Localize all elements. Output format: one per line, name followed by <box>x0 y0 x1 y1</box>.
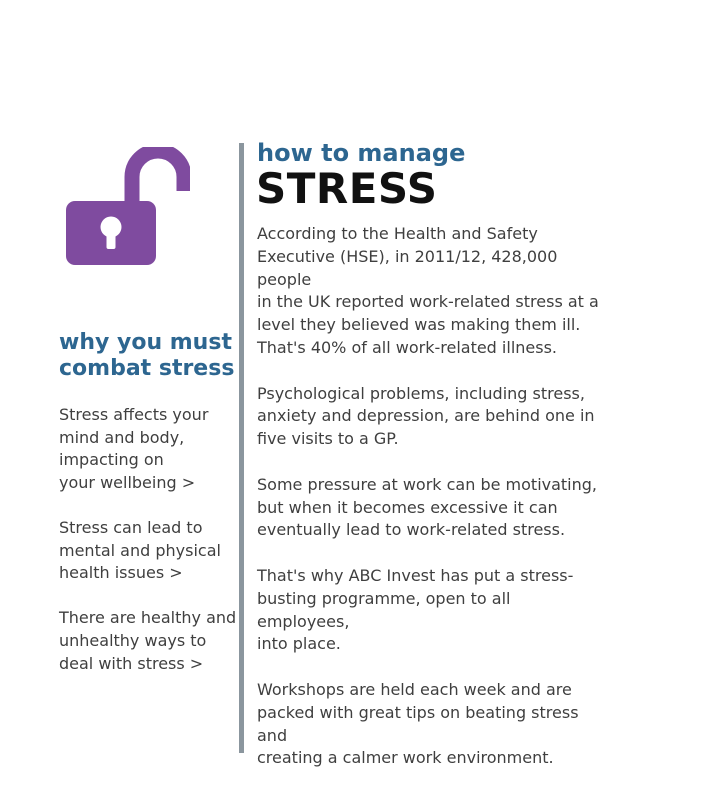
link-text-line: mental and physical <box>59 540 221 560</box>
text-line: Psychological problems, including stress, <box>257 383 585 403</box>
sidebar-link-health-issues[interactable] <box>59 517 237 585</box>
text-line: That's 40% of all work-related illness. <box>257 337 557 357</box>
text-line: into place. <box>257 634 341 654</box>
main-title: STRESS <box>256 164 438 213</box>
sidebar-heading-line: combat stress <box>59 356 235 381</box>
main-body <box>257 223 602 793</box>
link-text-line: impacting on <box>59 450 164 470</box>
text-line: That's why ABC Invest has put a stress- <box>257 565 574 585</box>
sidebar-heading <box>59 330 239 382</box>
text-line: According to the Health and Safety <box>257 224 538 243</box>
text-line: level they believed was making them ill. <box>257 315 581 335</box>
text-line: Workshops are held each week and are <box>257 679 572 699</box>
text-line: but when it becomes excessive it can <box>257 497 558 517</box>
unlocked-padlock-icon <box>66 147 190 267</box>
sidebar-link-coping-ways[interactable] <box>59 607 237 675</box>
link-text-line: health issues > <box>59 563 183 583</box>
sidebar-link-list <box>59 404 237 698</box>
main-subheading: how to manage <box>257 139 466 167</box>
text-line: Executive (HSE), in 2011/12, 428,000 people <box>257 246 558 289</box>
link-text-line: mind and body, <box>59 427 185 447</box>
paragraph-hse-statistics <box>257 223 602 360</box>
paragraph-programme <box>257 565 602 656</box>
link-text-line: Stress affects your <box>59 405 209 424</box>
text-line: eventually lead to work-related stress. <box>257 520 566 540</box>
link-text-line: There are healthy and <box>59 608 237 628</box>
paragraph-work-pressure <box>257 474 602 542</box>
text-line: creating a calmer work environment. <box>257 748 554 768</box>
text-line: packed with great tips on beating stress and <box>257 702 579 745</box>
link-text-line: deal with stress > <box>59 653 204 673</box>
sidebar-link-stress-effects[interactable] <box>59 404 237 494</box>
paragraph-psychological-problems <box>257 383 602 451</box>
text-line: in the UK reported work-related stress at a <box>257 292 599 312</box>
text-line: five visits to a GP. <box>257 429 399 449</box>
vertical-divider <box>239 143 244 753</box>
sidebar-heading-line: why you must <box>59 330 232 355</box>
text-line: Some pressure at work can be motivating, <box>257 474 598 494</box>
link-text-line: unhealthy ways to <box>59 630 207 650</box>
text-line: anxiety and depression, are behind one in <box>257 406 595 426</box>
paragraph-workshops <box>257 679 602 770</box>
link-text-line: Stress can lead to <box>59 517 203 537</box>
text-line: busting programme, open to all employees, <box>257 588 511 631</box>
link-text-line: your wellbeing > <box>59 472 196 492</box>
